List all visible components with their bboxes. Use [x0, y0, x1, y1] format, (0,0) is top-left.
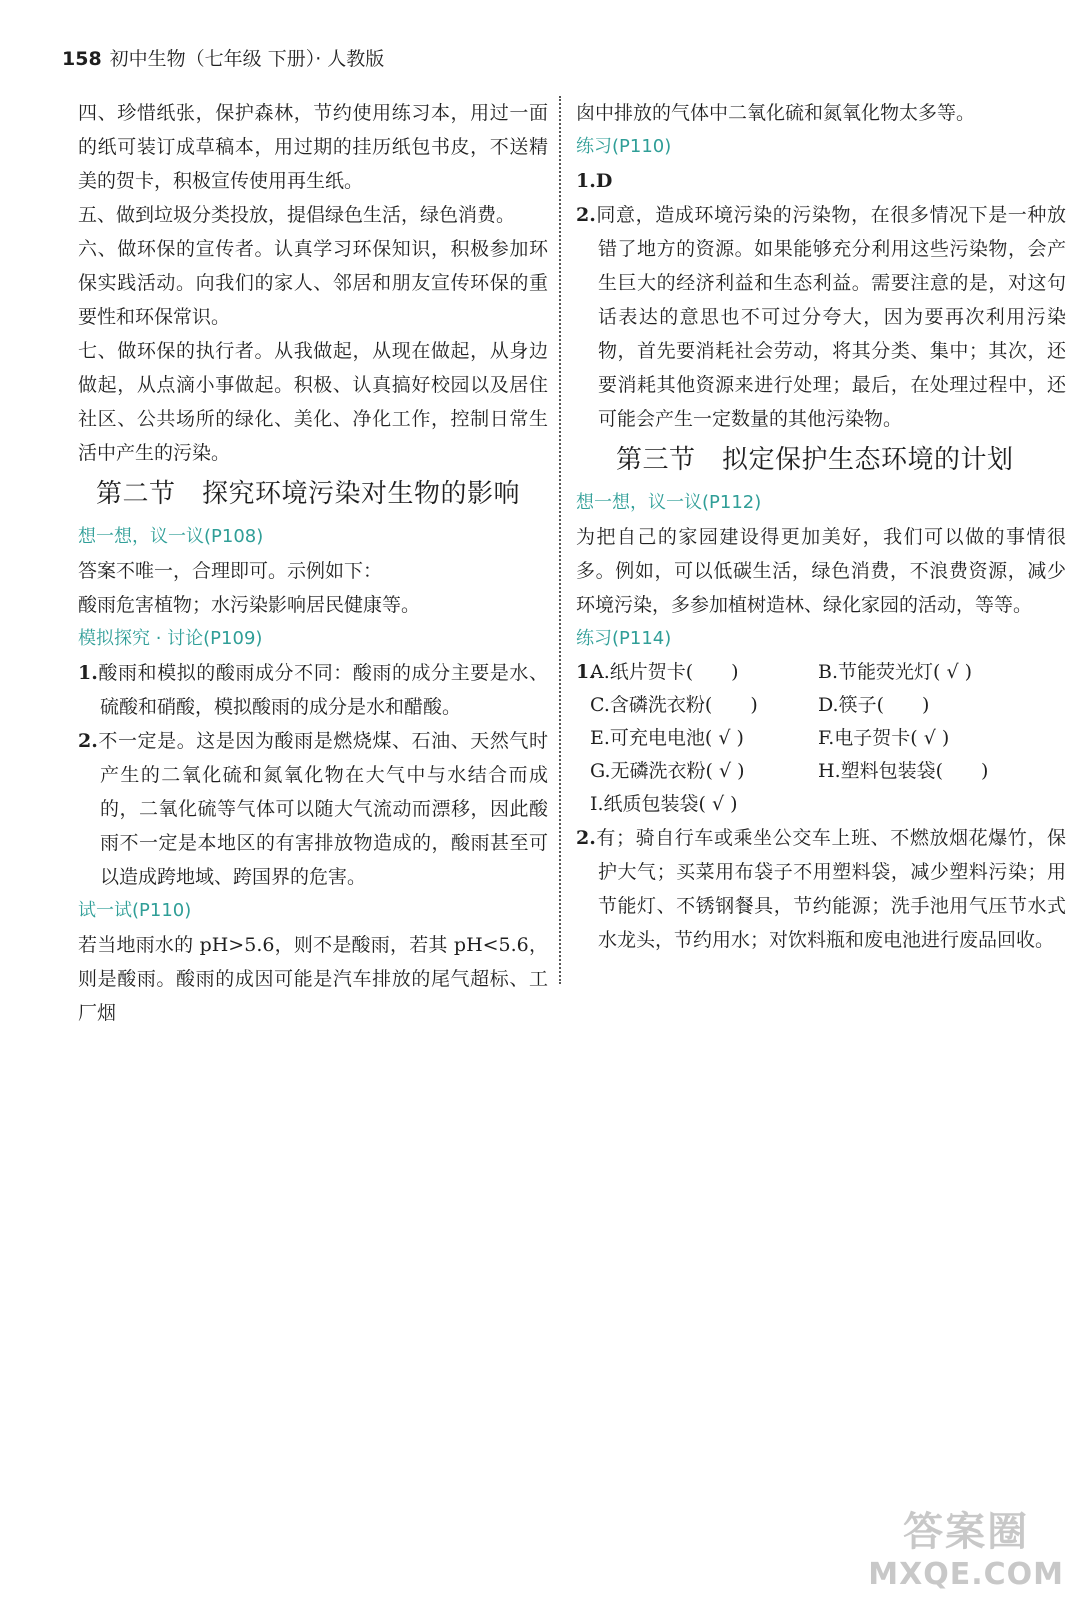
- answer-number: 2.: [78, 730, 98, 752]
- simulation-answer-2: [78, 724, 548, 894]
- section-3-title: 第三节 拟定保护生态环境的计划: [616, 445, 1014, 475]
- exercise-answer-2: [576, 198, 1066, 436]
- choice-item: E.可充电电池( √ ): [590, 727, 744, 749]
- exercise-p114-answer-2: [576, 821, 1066, 957]
- answer-text: 酸雨和模拟的酸雨成分不同：酸雨的成分主要是水、硫酸和硝酸，模拟酸雨的成分是水和醋酸。: [97, 662, 548, 718]
- paragraph-6: 六、做环保的宣传者。认真学习环保知识，积极参加环保实践活动。向我们的家人、邻居和朋友宣传环保的重要性和环保常识。: [78, 238, 548, 328]
- think-discuss-p112-heading: 想一想，议一议(P112): [576, 492, 762, 513]
- paragraph-5: 五、做到垃圾分类投放，提倡绿色生活，绿色消费。: [78, 204, 516, 226]
- watermark-text: 答案圈: [903, 1509, 1030, 1555]
- choice-item: A.纸片贺卡( ): [590, 661, 739, 683]
- simulation-answer-1: [78, 656, 548, 724]
- paragraph-7: 七、做环保的执行者。从我做起，从现在做起，从身边做起，从点滴小事做起。积极、认真搞好校园以及居住社区、公共场所的绿化、美化、净化工作，控制日常生活中产生的污染。: [78, 340, 548, 464]
- left-column: [78, 96, 548, 1030]
- column-divider: [559, 96, 561, 984]
- simulation-p109-heading: 模拟探究 · 讨论(P109): [78, 628, 263, 649]
- think-discuss-p108-heading: 想一想，议一议(P108): [78, 526, 264, 547]
- try-p110-heading: 试一试(P110): [78, 900, 192, 921]
- try-answer: 若当地雨水的 pH>5.6，则不是酸雨，若其 pH<5.6，则是酸雨。酸雨的成因可能是汽车排放的尾气超标、工厂烟: [78, 934, 548, 1024]
- watermark-logo: [868, 1500, 1064, 1592]
- choice-item: G.无磷洗衣粉( √ ): [590, 760, 745, 782]
- answer-number: 1.: [78, 662, 98, 684]
- choice-grid: [590, 656, 1058, 821]
- page-header: [62, 44, 384, 71]
- choice-item: F.电子贺卡( √ ): [818, 727, 950, 749]
- exercise-p114-q1: [576, 656, 1066, 821]
- choice-item: C.含磷洗衣粉( ): [590, 694, 758, 716]
- choice-item: D.筷子( ): [818, 694, 930, 716]
- think-answer-line-2: 酸雨危害植物；水污染影响居民健康等。: [78, 594, 421, 616]
- paragraph-4: 四、珍惜纸张，保护森林，节约使用练习本，用过一面的纸可装订成草稿本，用过期的挂历纸包书皮，不送精美的贺卡，积极宣传使用再生纸。: [78, 102, 548, 192]
- watermark-url: MXQE.COM: [868, 1557, 1064, 1592]
- section-2-title: 第二节 探究环境污染对生物的影响: [96, 479, 521, 509]
- choice-item: B.节能荧光灯( √ ): [818, 661, 973, 683]
- right-column: [576, 96, 1066, 957]
- choice-item: I.纸质包装袋( √ ): [590, 793, 738, 815]
- page-number: 158: [62, 48, 102, 70]
- answer-number: 2.: [576, 204, 596, 226]
- choice-item: H.塑料包装袋( ): [818, 760, 989, 782]
- answer-text: 同意，造成环境污染的污染物，在很多情况下是一种放错了地方的资源。如果能够充分利用这些污染物，会产生巨大的经济利益和生态利益。需要注意的是，对这句话表达的意思也不可过分夸大，因为要再次利用污染物，首先要消耗社会劳动，将其分类、集中；其次，还要消耗其他资源来进行处理；最后，在处理过程中，还可能会产生一定数量的其他污染物。: [595, 204, 1066, 430]
- book-title: 初中生物（七年级 下册）· 人教版: [109, 48, 385, 70]
- exercise-p110-heading: 练习(P110): [576, 136, 672, 157]
- think-answer-p112: 为把自己的家园建设得更加美好，我们可以做的事情很多。例如，可以低碳生活，绿色消费，不浪费资源，减少环境污染，多参加植树造林、绿化家园的活动，等等。: [576, 526, 1066, 616]
- exercise-answer-1: 1.D: [576, 170, 613, 192]
- think-answer-line-1: 答案不唯一，合理即可。示例如下：: [78, 560, 383, 582]
- answer-number: 2.: [576, 827, 596, 849]
- answer-number: 1.: [576, 661, 596, 683]
- exercise-p114-heading: 练习(P114): [576, 628, 672, 649]
- answer-text: 有；骑自行车或乘坐公交车上班、不燃放烟花爆竹，保护大气；买菜用布袋子不用塑料袋，减少塑料污染；用节能灯、不锈钢餐具，节约能源；洗手池用气压节水式水龙头，节约用水；对饮料瓶和废电池进行废品回收。: [595, 827, 1066, 951]
- continued-text: 囱中排放的气体中二氧化硫和氮氧化物太多等。: [576, 102, 976, 124]
- answer-text: 不一定是。这是因为酸雨是燃烧煤、石油、天然气时产生的二氧化硫和氮氧化物在大气中与水结合而成的，二氧化硫等气体可以随大气流动而漂移，因此酸雨不一定是本地区的有害排放物造成的，酸雨甚至可以造成跨地域、跨国界的危害。: [97, 730, 548, 888]
